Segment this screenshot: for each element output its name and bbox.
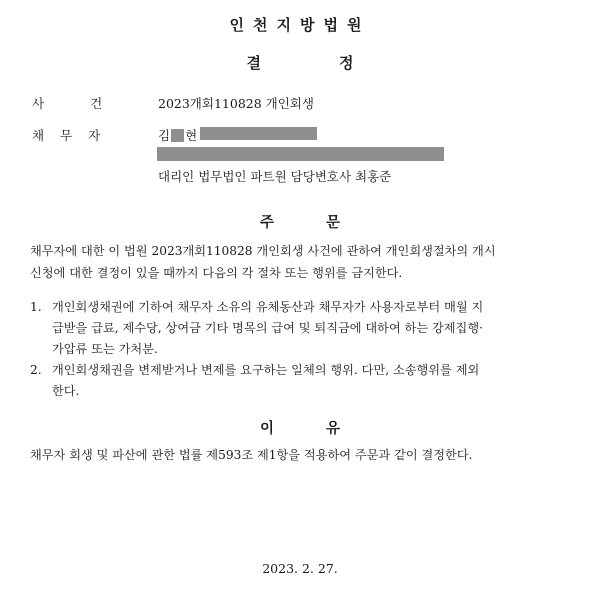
reason-heading-right: 유 xyxy=(326,421,341,437)
decision-date: 2023. 2. 27. xyxy=(262,561,338,576)
case-label-char: 건 xyxy=(90,96,103,111)
document-type xyxy=(0,52,600,73)
debtor-label-char: 채 xyxy=(32,128,45,143)
order-item-line: 개인회생채권을 변제받거나 변제를 요구하는 일체의 행위. 다만, 소송행위를 제외 xyxy=(52,363,480,377)
case-label xyxy=(32,94,102,112)
court-name: 인천지방법원 xyxy=(229,16,371,34)
order-heading-left: 주 xyxy=(259,215,274,231)
document-type-right: 정 xyxy=(339,54,354,72)
debtor-name-last: 현 xyxy=(185,128,198,143)
order-item-line: 가압류 또는 가처분. xyxy=(52,342,158,356)
reason-heading-left: 이 xyxy=(259,421,274,437)
case-number: 2023개회110828 개인회생 xyxy=(158,96,314,111)
debtor-agent: 대리인 법무법인 파트원 담당변호사 최홍준 xyxy=(158,169,392,184)
reason-heading xyxy=(0,417,600,438)
order-intro xyxy=(30,240,496,284)
debtor-name xyxy=(158,126,197,144)
order-item xyxy=(30,297,570,360)
order-intro-line: 신청에 대한 결정이 있을 때까지 다음의 각 절차 또는 행위를 금지한다. xyxy=(30,266,403,280)
name-redaction xyxy=(171,129,184,142)
order-heading xyxy=(0,211,600,232)
order-item-line: 개인회생채권에 기하여 채무자 소유의 유체동산과 채무자가 사용자로부터 매월 지 xyxy=(52,300,484,314)
case-label-char: 사 xyxy=(32,96,45,111)
reason-text: 채무자 회생 및 파산에 관한 법률 제593조 제1항을 적용하여 주문과 같이 결정한다. xyxy=(30,448,473,462)
document-type-left: 결 xyxy=(246,54,261,72)
order-item-line: 한다. xyxy=(52,384,80,398)
order-item-number: 1. xyxy=(30,300,42,314)
debtor-label-char: 무 xyxy=(60,128,73,143)
order-item-number: 2. xyxy=(30,363,42,377)
order-intro-line: 채무자에 대한 이 법원 2023개회110828 개인회생 사건에 관하여 개인회생절차의 개시 xyxy=(30,244,496,258)
address-redaction xyxy=(157,147,444,161)
order-item xyxy=(30,360,570,402)
debtor-name-first: 김 xyxy=(158,128,171,143)
order-heading-right: 문 xyxy=(326,215,341,231)
debtor-label-char: 자 xyxy=(88,128,101,143)
order-items xyxy=(30,297,570,402)
order-item-line: 급받을 급료, 제수당, 상여금 기타 명목의 급여 및 퇴직금에 대하여 하는 강제집행· xyxy=(52,321,483,335)
debtor-label xyxy=(32,126,100,144)
name-tail-redaction xyxy=(200,127,317,140)
